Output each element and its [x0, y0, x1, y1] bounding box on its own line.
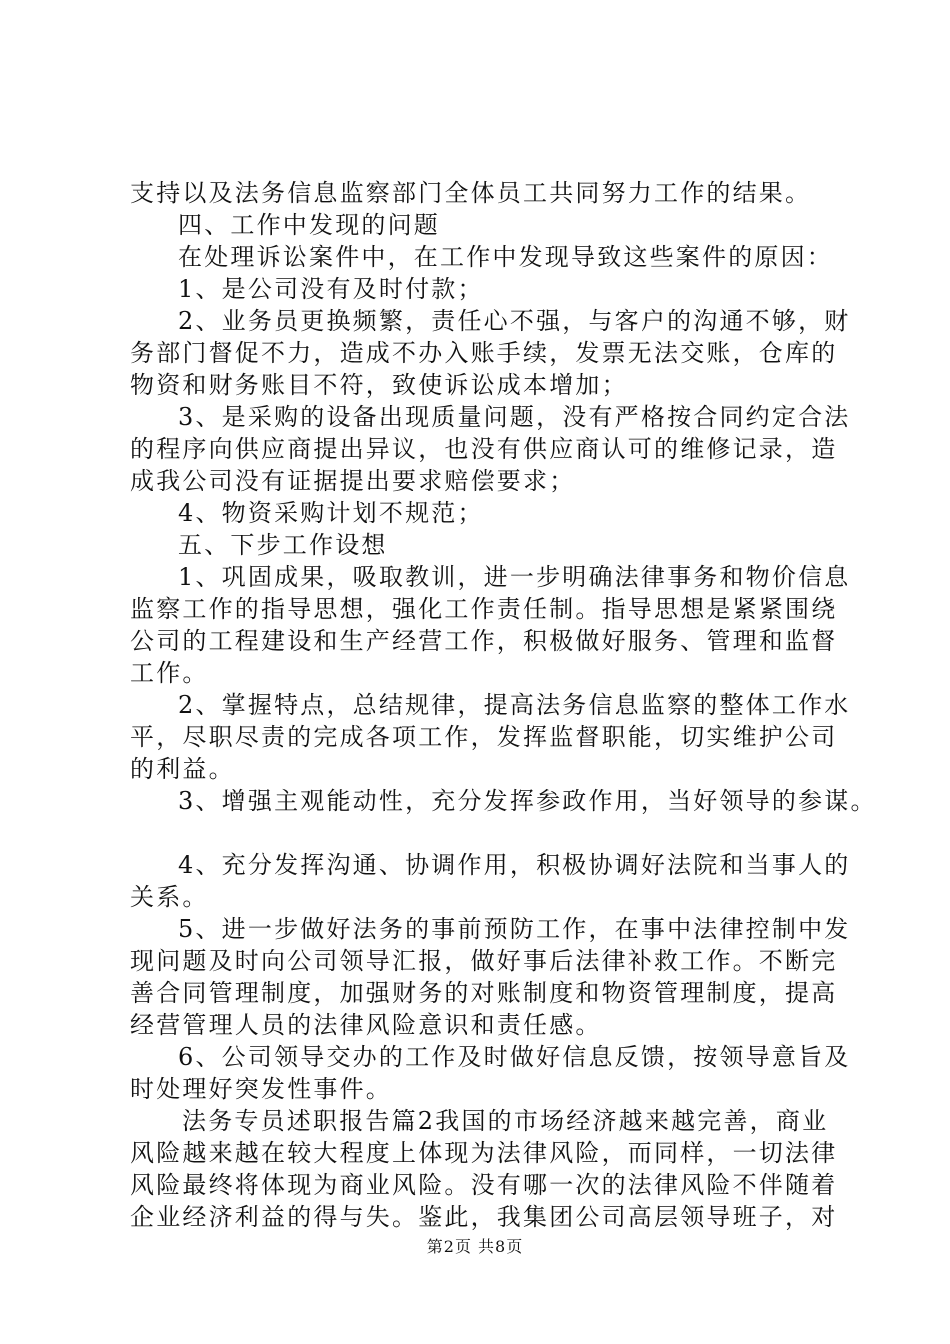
text-line: 6、公司领导交办的工作及时做好信息反馈，按领导意旨及 — [178, 1043, 851, 1071]
text-line: 关系。 — [130, 883, 209, 911]
text-line: 风险越来越在较大程度上体现为法律风险，而同样，一切法律 — [130, 1139, 838, 1167]
text-line: 风险最终将体现为商业风险。没有哪一次的法律风险不伴随着 — [130, 1171, 838, 1199]
section-heading: 四、工作中发现的问题 — [178, 211, 440, 239]
text-line: 4、充分发挥沟通、协调作用，积极协调好法院和当事人的 — [178, 851, 851, 879]
text-line: 法务专员述职报告篇2我国的市场经济越来越完善，商业 — [182, 1107, 829, 1135]
section-heading: 五、下步工作设想 — [178, 531, 388, 559]
text-line: 1、巩固成果，吸取教训，进一步明确法律事务和物价信息 — [178, 563, 851, 591]
text-line: 监察工作的指导思想，强化工作责任制。指导思想是紧紧围绕 — [130, 595, 838, 623]
text-line: 的程序向供应商提出异议，也没有供应商认可的维修记录，造 — [130, 435, 838, 463]
text-line: 时处理好突发性事件。 — [130, 1075, 392, 1103]
text-line: 2、掌握特点，总结规律，提高法务信息监察的整体工作水 — [178, 691, 851, 719]
text-line: 3、是采购的设备出现质量问题，没有严格按合同约定合法 — [178, 403, 851, 431]
text-line: 务部门督促不力，造成不办入账手续，发票无法交账，仓库的 — [130, 339, 838, 367]
text-line: 善合同管理制度，加强财务的对账制度和物资管理制度，提高 — [130, 979, 838, 1007]
text-line: 物资和财务账目不符，致使诉讼成本增加； — [130, 371, 628, 399]
text-line: 平，尽职尽责的完成各项工作，发挥监督职能，切实维护公司 — [130, 723, 838, 751]
text-line: 经营管理人员的法律风险意识和责任感。 — [130, 1011, 602, 1039]
text-line: 成我公司没有证据提出要求赔偿要求； — [130, 467, 576, 495]
text-line: 4、物资采购计划不规范； — [178, 499, 484, 527]
text-line: 支持以及法务信息监察部门全体员工共同努力工作的结果。 — [130, 179, 812, 207]
text-line: 现问题及时向公司领导汇报，做好事后法律补救工作。不断完 — [130, 947, 838, 975]
text-line: 1、是公司没有及时付款； — [178, 275, 484, 303]
text-line: 企业经济利益的得与失。鉴此，我集团公司高层领导班子，对 — [130, 1203, 838, 1231]
text-line: 的利益。 — [130, 755, 235, 783]
text-line: 工作。 — [130, 659, 209, 687]
text-line: 3、增强主观能动性，充分发挥参政作用，当好领导的参谋。 — [178, 787, 877, 815]
text-line: 公司的工程建设和生产经营工作，积极做好服务、管理和监督 — [130, 627, 838, 655]
text-line: 在处理诉讼案件中，在工作中发现导致这些案件的原因： — [178, 243, 833, 271]
page-number-footer: 第2页 共8页 — [426, 1237, 524, 1256]
text-line: 2、业务员更换频繁，责任心不强，与客户的沟通不够，财 — [178, 307, 851, 335]
text-line: 5、进一步做好法务的事前预防工作，在事中法律控制中发 — [178, 915, 851, 943]
